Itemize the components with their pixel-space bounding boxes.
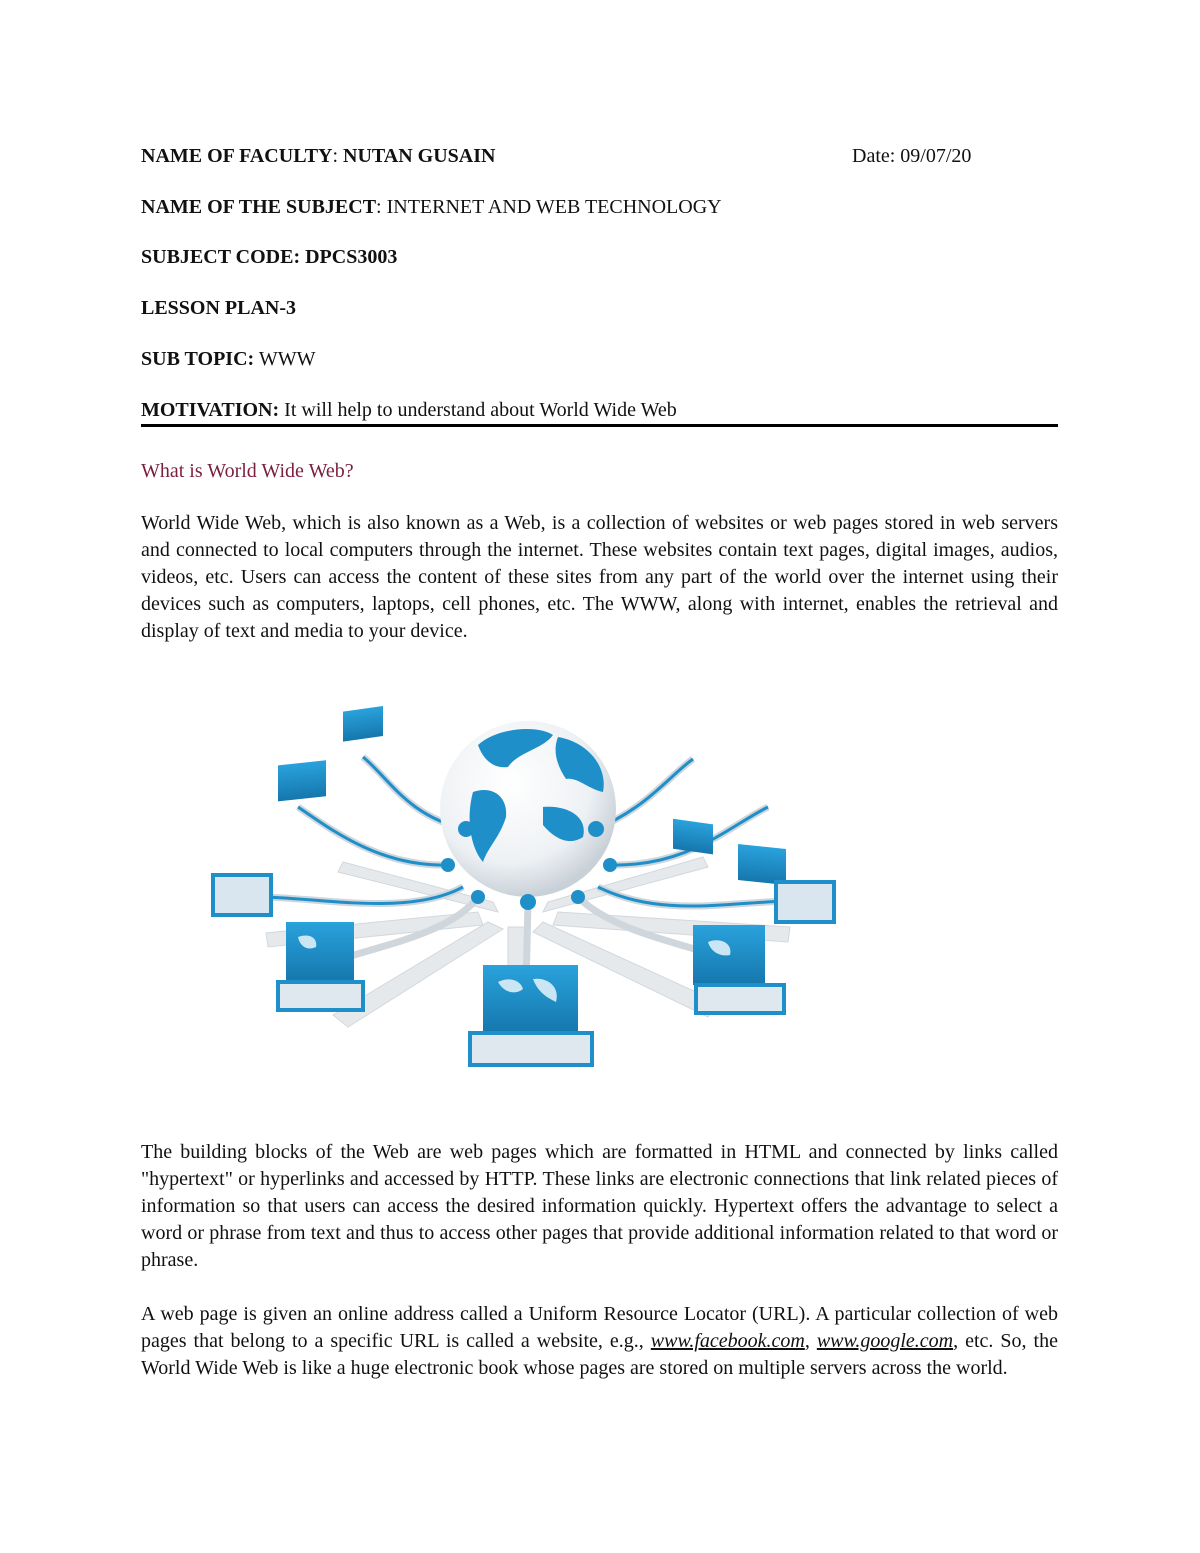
section-heading: What is World Wide Web? [141,460,354,482]
lesson-plan: LESSON PLAN-3 [141,297,297,319]
subject-code: SUBJECT CODE: DPCS3003 [141,246,398,268]
motivation-line [141,398,677,422]
header-divider [141,424,1058,427]
p3-text-b: , [804,1330,817,1352]
google-link[interactable]: www.google.com [816,1330,954,1352]
paragraph-url [141,1301,1058,1382]
facebook-link[interactable]: www.facebook.com [650,1330,805,1352]
paragraph-building-blocks: The building blocks of the Web are web pages which are formatted in HTML and connected by links called "hypertext" or hyperlinks and accessed by HTTP. These links are electronic connections that link related pieces of information so that users can access the desired information quickly. Hypertext offers the advantage to select a word or phrase from text and thus to access other pages that provide additional information related to that word or phrase. [141,1141,1058,1271]
subtopic-line [141,347,315,371]
subject-label: NAME OF THE SUBJECT [141,196,377,218]
subtopic-value: WWW [258,348,316,370]
motivation-value: It will help to understand about World Wide Web [284,399,677,421]
lesson-plan-line [141,296,296,320]
subtopic-label: SUB TOPIC: [141,348,255,370]
faculty-name: NUTAN GUSAIN [343,145,496,167]
subject-line: NAME OF THE SUBJECT: INTERNET AND WEB TECHNOLOGY [141,196,722,218]
motivation-label: MOTIVATION: [141,399,280,421]
www-network-illustration [148,697,883,1107]
date-text: Date: 09/07/20 [852,145,972,167]
p3-text-a: A web page is given an online address called a Uniform Resource Locator (URL). A particular collection of web pages that belong to a specific URL is called a website, e.g., [141,1303,1058,1352]
subject-code-line [141,245,397,269]
paragraph-intro: World Wide Web, which is also known as a Web, is a collection of websites or web pages stored in web servers and connected to local computers through the internet. These websites contain text pages, digital images, audios, videos, etc. Users can access the content of these sites from any part of the world over the internet using their devices such as computers, laptops, cell phones, etc. The WWW, along with internet, enables the retrieval and display of text and media to your device. [141,512,1058,642]
faculty-label: NAME OF FACULTY [141,145,333,167]
faculty-line: NAME OF FACULTY: NUTAN GUSAIN [141,145,496,167]
subject-name: INTERNET AND WEB TECHNOLOGY [386,196,722,218]
p3-text-c: , etc. So, the World Wide Web is like a huge electronic book whose pages are stored on multiple servers across the world. [141,1330,1058,1379]
globe-network-icon [148,697,883,1107]
